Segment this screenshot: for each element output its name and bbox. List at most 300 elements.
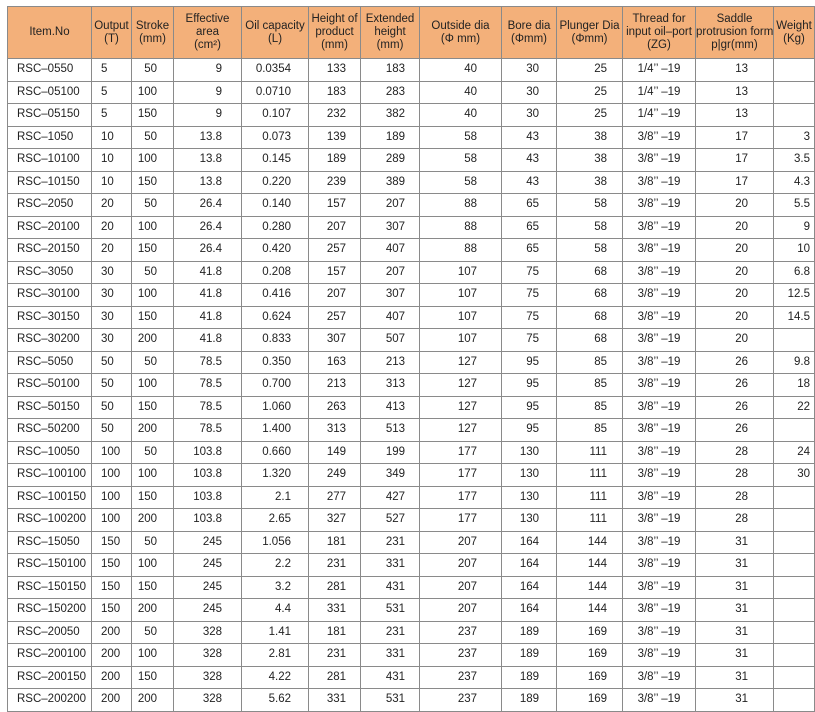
cell-height: 281 <box>309 576 361 599</box>
cell-weight: 30 <box>774 464 815 487</box>
cell-ext: 527 <box>361 509 420 532</box>
cell-area: 103.8 <box>174 441 242 464</box>
cell-stroke: 150 <box>132 666 174 689</box>
cell-height: 257 <box>309 239 361 262</box>
cell-plunger: 68 <box>557 261 623 284</box>
cell-plunger: 144 <box>557 576 623 599</box>
cell-thread: 3/8’’ –19 <box>623 171 696 194</box>
cell-saddle: 20 <box>696 329 774 352</box>
cell-height: 157 <box>309 261 361 284</box>
cell-weight: 18 <box>774 374 815 397</box>
cell-stroke: 200 <box>132 419 174 442</box>
cell-thread: 1/4’’ –19 <box>623 104 696 127</box>
cell-area: 13.8 <box>174 149 242 172</box>
cell-weight <box>774 576 815 599</box>
column-header-item <box>8 7 92 59</box>
cell-outer: 177 <box>420 509 502 532</box>
cell-item: RSC–10100 <box>8 149 92 172</box>
cell-plunger: 169 <box>557 666 623 689</box>
cell-cap: 4.4 <box>242 599 309 622</box>
cell-output: 100 <box>92 464 132 487</box>
table-row <box>8 284 815 307</box>
cell-saddle: 20 <box>696 261 774 284</box>
cell-bore: 164 <box>502 531 557 554</box>
cell-cap: 0.280 <box>242 216 309 239</box>
column-header-line: Outside dia <box>431 19 490 32</box>
cell-saddle: 17 <box>696 126 774 149</box>
cell-output: 150 <box>92 599 132 622</box>
cell-area: 103.8 <box>174 486 242 509</box>
cell-height: 313 <box>309 419 361 442</box>
cell-output: 200 <box>92 644 132 667</box>
cell-bore: 95 <box>502 374 557 397</box>
cell-ext: 431 <box>361 576 420 599</box>
cell-item: RSC–05150 <box>8 104 92 127</box>
cell-output: 100 <box>92 509 132 532</box>
cell-item: RSC–3050 <box>8 261 92 284</box>
cell-stroke: 50 <box>132 531 174 554</box>
cell-item: RSC–50100 <box>8 374 92 397</box>
cell-bore: 30 <box>502 59 557 82</box>
cell-output: 30 <box>92 284 132 307</box>
spec-table <box>7 6 815 712</box>
cell-plunger: 68 <box>557 329 623 352</box>
cell-weight: 9.8 <box>774 351 815 374</box>
header-row <box>8 7 815 59</box>
cell-height: 133 <box>309 59 361 82</box>
cell-output: 50 <box>92 419 132 442</box>
cell-area: 9 <box>174 104 242 127</box>
table-row <box>8 239 815 262</box>
cell-ext: 231 <box>361 531 420 554</box>
cell-item: RSC–200200 <box>8 689 92 712</box>
cell-outer: 237 <box>420 621 502 644</box>
table-row <box>8 509 815 532</box>
cell-plunger: 111 <box>557 486 623 509</box>
cell-output: 200 <box>92 689 132 712</box>
cell-saddle: 20 <box>696 284 774 307</box>
cell-output: 5 <box>92 104 132 127</box>
cell-output: 10 <box>92 126 132 149</box>
cell-outer: 207 <box>420 576 502 599</box>
cell-area: 13.8 <box>174 126 242 149</box>
cell-weight: 10 <box>774 239 815 262</box>
table-row <box>8 666 815 689</box>
column-header-plunger <box>557 7 623 59</box>
cell-outer: 177 <box>420 486 502 509</box>
cell-bore: 75 <box>502 261 557 284</box>
cell-cap: 0.073 <box>242 126 309 149</box>
cell-item: RSC–150100 <box>8 554 92 577</box>
cell-area: 245 <box>174 576 242 599</box>
cell-thread: 3/8’’ –19 <box>623 374 696 397</box>
cell-outer: 40 <box>420 59 502 82</box>
cell-saddle: 26 <box>696 396 774 419</box>
cell-area: 78.5 <box>174 419 242 442</box>
cell-thread: 3/8’’ –19 <box>623 621 696 644</box>
cell-bore: 164 <box>502 576 557 599</box>
cell-output: 5 <box>92 59 132 82</box>
cell-item: RSC–150200 <box>8 599 92 622</box>
cell-weight <box>774 329 815 352</box>
cell-weight: 14.5 <box>774 306 815 329</box>
column-header-line: protrusion form <box>696 26 774 38</box>
cell-outer: 127 <box>420 351 502 374</box>
cell-area: 78.5 <box>174 374 242 397</box>
column-header-line: (Φ mm) <box>440 32 481 45</box>
cell-weight <box>774 689 815 712</box>
cell-output: 100 <box>92 441 132 464</box>
cell-ext: 283 <box>361 81 420 104</box>
cell-saddle: 28 <box>696 509 774 532</box>
cell-ext: 413 <box>361 396 420 419</box>
cell-outer: 58 <box>420 149 502 172</box>
cell-stroke: 200 <box>132 509 174 532</box>
table-header <box>8 7 815 59</box>
cell-outer: 107 <box>420 306 502 329</box>
column-header-line: Output <box>94 19 129 32</box>
cell-output: 10 <box>92 149 132 172</box>
cell-plunger: 85 <box>557 419 623 442</box>
cell-bore: 75 <box>502 284 557 307</box>
cell-height: 331 <box>309 599 361 622</box>
cell-outer: 40 <box>420 104 502 127</box>
cell-bore: 130 <box>502 486 557 509</box>
cell-thread: 1/4’’ –19 <box>623 81 696 104</box>
column-header-area <box>174 7 242 59</box>
cell-saddle: 31 <box>696 644 774 667</box>
cell-item: RSC–10150 <box>8 171 92 194</box>
cell-stroke: 100 <box>132 464 174 487</box>
column-header-line: Oil capacity <box>245 19 305 32</box>
cell-plunger: 85 <box>557 351 623 374</box>
cell-stroke: 100 <box>132 216 174 239</box>
column-header-line: (mm) <box>139 32 166 45</box>
table-row <box>8 104 815 127</box>
cell-height: 231 <box>309 554 361 577</box>
cell-saddle: 31 <box>696 689 774 712</box>
cell-ext: 307 <box>361 216 420 239</box>
cell-area: 328 <box>174 644 242 667</box>
cell-bore: 30 <box>502 81 557 104</box>
cell-output: 30 <box>92 329 132 352</box>
cell-bore: 189 <box>502 689 557 712</box>
table-row <box>8 441 815 464</box>
column-header-line: Plunger Dia <box>559 19 620 32</box>
cell-cap: 1.056 <box>242 531 309 554</box>
cell-thread: 3/8’’ –19 <box>623 284 696 307</box>
cell-item: RSC–50200 <box>8 419 92 442</box>
cell-ext: 313 <box>361 374 420 397</box>
column-header-line: (Φmm) <box>571 32 608 45</box>
cell-cap: 2.81 <box>242 644 309 667</box>
cell-item: RSC–10050 <box>8 441 92 464</box>
cell-thread: 3/8’’ –19 <box>623 396 696 419</box>
cell-weight: 3 <box>774 126 815 149</box>
cell-thread: 3/8’’ –19 <box>623 194 696 217</box>
cell-outer: 127 <box>420 419 502 442</box>
cell-saddle: 20 <box>696 216 774 239</box>
cell-item: RSC–20150 <box>8 239 92 262</box>
cell-bore: 95 <box>502 351 557 374</box>
cell-height: 213 <box>309 374 361 397</box>
column-header-weight <box>774 7 815 59</box>
cell-plunger: 25 <box>557 59 623 82</box>
cell-cap: 0.833 <box>242 329 309 352</box>
cell-ext: 389 <box>361 171 420 194</box>
cell-ext: 331 <box>361 554 420 577</box>
cell-weight <box>774 104 815 127</box>
cell-outer: 107 <box>420 284 502 307</box>
cell-output: 20 <box>92 216 132 239</box>
cell-ext: 189 <box>361 126 420 149</box>
column-header-outer <box>420 7 502 59</box>
cell-area: 328 <box>174 666 242 689</box>
cell-ext: 382 <box>361 104 420 127</box>
cell-thread: 3/8’’ –19 <box>623 486 696 509</box>
cell-bore: 130 <box>502 441 557 464</box>
cell-output: 30 <box>92 306 132 329</box>
cell-thread: 3/8’’ –19 <box>623 689 696 712</box>
table-row <box>8 59 815 82</box>
cell-weight <box>774 509 815 532</box>
column-header-line: Bore dia <box>507 19 551 32</box>
table-row <box>8 689 815 712</box>
cell-weight: 5.5 <box>774 194 815 217</box>
table-row <box>8 486 815 509</box>
cell-stroke: 100 <box>132 81 174 104</box>
column-header-line: p|gr(mm) <box>711 39 758 51</box>
table-row <box>8 81 815 104</box>
cell-area: 41.8 <box>174 306 242 329</box>
cell-height: 281 <box>309 666 361 689</box>
table-row <box>8 216 815 239</box>
cell-cap: 3.2 <box>242 576 309 599</box>
cell-output: 20 <box>92 239 132 262</box>
table-row <box>8 419 815 442</box>
cell-ext: 213 <box>361 351 420 374</box>
cell-ext: 307 <box>361 284 420 307</box>
column-header-line: Height of <box>311 13 358 25</box>
cell-saddle: 13 <box>696 81 774 104</box>
cell-plunger: 169 <box>557 621 623 644</box>
cell-plunger: 111 <box>557 464 623 487</box>
cell-bore: 189 <box>502 666 557 689</box>
cell-thread: 3/8’’ –19 <box>623 599 696 622</box>
cell-plunger: 85 <box>557 374 623 397</box>
cell-cap: 2.2 <box>242 554 309 577</box>
cell-area: 41.8 <box>174 261 242 284</box>
cell-stroke: 100 <box>132 644 174 667</box>
cell-area: 245 <box>174 531 242 554</box>
table-row <box>8 126 815 149</box>
cell-plunger: 169 <box>557 644 623 667</box>
cell-weight <box>774 419 815 442</box>
cell-ext: 289 <box>361 149 420 172</box>
table-row <box>8 621 815 644</box>
cell-saddle: 31 <box>696 666 774 689</box>
cell-area: 78.5 <box>174 396 242 419</box>
cell-outer: 237 <box>420 666 502 689</box>
column-header-line: (mm) <box>321 39 348 51</box>
cell-stroke: 200 <box>132 689 174 712</box>
cell-area: 9 <box>174 59 242 82</box>
cell-weight: 12.5 <box>774 284 815 307</box>
cell-cap: 1.41 <box>242 621 309 644</box>
cell-cap: 0.220 <box>242 171 309 194</box>
column-header-line: product <box>315 26 354 38</box>
cell-height: 327 <box>309 509 361 532</box>
cell-height: 207 <box>309 216 361 239</box>
cell-stroke: 150 <box>132 306 174 329</box>
cell-item: RSC–20100 <box>8 216 92 239</box>
cell-cap: 0.624 <box>242 306 309 329</box>
cell-bore: 130 <box>502 509 557 532</box>
cell-ext: 431 <box>361 666 420 689</box>
cell-thread: 3/8’’ –19 <box>623 261 696 284</box>
table-row <box>8 194 815 217</box>
column-header-line: (L) <box>267 32 283 45</box>
cell-saddle: 31 <box>696 621 774 644</box>
cell-outer: 177 <box>420 464 502 487</box>
cell-item: RSC–200100 <box>8 644 92 667</box>
cell-output: 30 <box>92 261 132 284</box>
cell-bore: 189 <box>502 621 557 644</box>
cell-cap: 1.320 <box>242 464 309 487</box>
cell-bore: 43 <box>502 126 557 149</box>
cell-thread: 3/8’’ –19 <box>623 419 696 442</box>
cell-item: RSC–1050 <box>8 126 92 149</box>
table-row <box>8 554 815 577</box>
cell-thread: 3/8’’ –19 <box>623 239 696 262</box>
cell-stroke: 150 <box>132 104 174 127</box>
cell-bore: 189 <box>502 644 557 667</box>
column-header-line: Extended <box>365 13 415 25</box>
cell-thread: 3/8’’ –19 <box>623 126 696 149</box>
cell-item: RSC–100200 <box>8 509 92 532</box>
cell-stroke: 150 <box>132 576 174 599</box>
cell-saddle: 28 <box>696 441 774 464</box>
cell-stroke: 50 <box>132 351 174 374</box>
cell-height: 277 <box>309 486 361 509</box>
cell-outer: 127 <box>420 374 502 397</box>
cell-saddle: 28 <box>696 486 774 509</box>
cell-thread: 3/8’’ –19 <box>623 531 696 554</box>
cell-cap: 2.1 <box>242 486 309 509</box>
cell-output: 50 <box>92 351 132 374</box>
cell-plunger: 144 <box>557 554 623 577</box>
cell-cap: 0.107 <box>242 104 309 127</box>
cell-cap: 0.145 <box>242 149 309 172</box>
cell-output: 200 <box>92 666 132 689</box>
cell-stroke: 200 <box>132 599 174 622</box>
cell-plunger: 68 <box>557 284 623 307</box>
cell-height: 331 <box>309 689 361 712</box>
cell-ext: 231 <box>361 621 420 644</box>
cell-area: 41.8 <box>174 284 242 307</box>
cell-item: RSC–50150 <box>8 396 92 419</box>
cell-item: RSC–05100 <box>8 81 92 104</box>
cell-bore: 43 <box>502 149 557 172</box>
cell-outer: 88 <box>420 216 502 239</box>
cell-outer: 88 <box>420 239 502 262</box>
cell-stroke: 50 <box>132 441 174 464</box>
cell-stroke: 150 <box>132 486 174 509</box>
table-body <box>8 59 815 712</box>
cell-plunger: 38 <box>557 171 623 194</box>
cell-weight <box>774 644 815 667</box>
column-header-line: (Φmm) <box>511 32 547 45</box>
column-header-line: Thread for <box>632 13 686 25</box>
column-header-height <box>309 7 361 59</box>
cell-cap: 1.060 <box>242 396 309 419</box>
cell-saddle: 20 <box>696 194 774 217</box>
cell-weight <box>774 621 815 644</box>
cell-saddle: 31 <box>696 554 774 577</box>
cell-stroke: 200 <box>132 329 174 352</box>
cell-area: 26.4 <box>174 194 242 217</box>
cell-saddle: 20 <box>696 239 774 262</box>
column-header-thread <box>623 7 696 59</box>
cell-height: 189 <box>309 149 361 172</box>
cell-saddle: 17 <box>696 171 774 194</box>
cell-thread: 3/8’’ –19 <box>623 666 696 689</box>
cell-ext: 183 <box>361 59 420 82</box>
cell-cap: 0.140 <box>242 194 309 217</box>
cell-output: 5 <box>92 81 132 104</box>
cell-thread: 3/8’’ –19 <box>623 329 696 352</box>
cell-saddle: 31 <box>696 531 774 554</box>
cell-area: 41.8 <box>174 329 242 352</box>
table-row <box>8 396 815 419</box>
cell-output: 200 <box>92 621 132 644</box>
cell-area: 103.8 <box>174 509 242 532</box>
cell-thread: 3/8’’ –19 <box>623 464 696 487</box>
cell-saddle: 20 <box>696 306 774 329</box>
table-row <box>8 531 815 554</box>
cell-item: RSC–15050 <box>8 531 92 554</box>
cell-height: 239 <box>309 171 361 194</box>
cell-item: RSC–100150 <box>8 486 92 509</box>
cell-plunger: 58 <box>557 194 623 217</box>
cell-ext: 207 <box>361 261 420 284</box>
cell-weight <box>774 486 815 509</box>
cell-item: RSC–20050 <box>8 621 92 644</box>
cell-bore: 43 <box>502 171 557 194</box>
cell-output: 100 <box>92 486 132 509</box>
cell-outer: 58 <box>420 171 502 194</box>
cell-weight: 24 <box>774 441 815 464</box>
cell-height: 183 <box>309 81 361 104</box>
column-header-line: height <box>374 26 406 38</box>
cell-plunger: 58 <box>557 216 623 239</box>
column-header-line: (cm²) <box>194 39 221 51</box>
cell-weight: 6.8 <box>774 261 815 284</box>
cell-saddle: 13 <box>696 104 774 127</box>
cell-thread: 3/8’’ –19 <box>623 509 696 532</box>
cell-ext: 331 <box>361 644 420 667</box>
cell-thread: 3/8’’ –19 <box>623 576 696 599</box>
column-header-bore <box>502 7 557 59</box>
cell-height: 263 <box>309 396 361 419</box>
cell-stroke: 100 <box>132 149 174 172</box>
cell-stroke: 100 <box>132 374 174 397</box>
cell-ext: 513 <box>361 419 420 442</box>
cell-height: 163 <box>309 351 361 374</box>
cell-saddle: 28 <box>696 464 774 487</box>
cell-plunger: 111 <box>557 509 623 532</box>
cell-area: 245 <box>174 599 242 622</box>
